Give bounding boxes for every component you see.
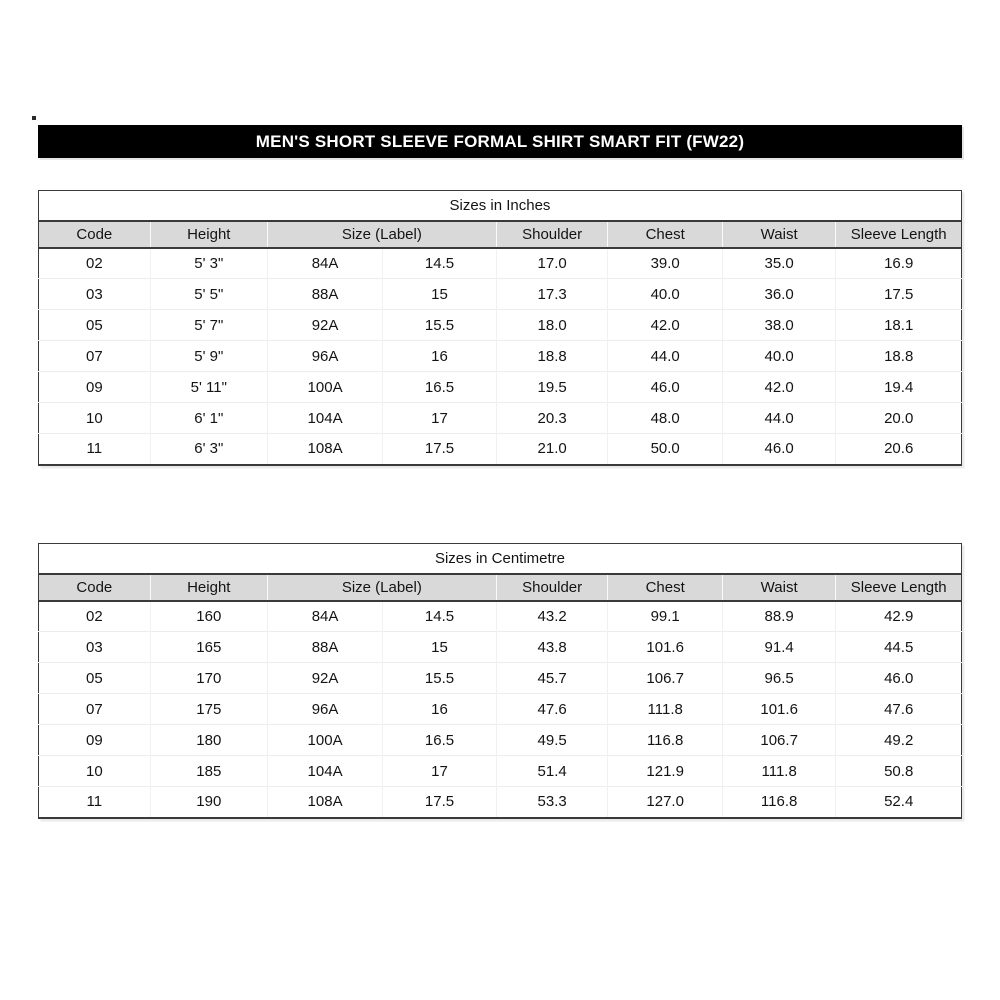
- table-row: [39, 756, 962, 787]
- table-cell: 96A: [267, 694, 382, 725]
- table-row: [39, 248, 962, 279]
- table-cell: 07: [39, 341, 151, 372]
- table-cell: 09: [39, 725, 151, 756]
- table-cell: 16: [383, 694, 497, 725]
- table-cell: 116.8: [722, 787, 836, 818]
- table-row: [39, 341, 962, 372]
- ink-speck: [32, 116, 36, 120]
- table-cell: 47.6: [836, 694, 962, 725]
- table-cell: 19.4: [836, 372, 962, 403]
- table-title: Sizes in Centimetre: [39, 544, 962, 574]
- table-cell: 10: [39, 756, 151, 787]
- table-cell: 17.0: [496, 248, 608, 279]
- col-header-height: Height: [150, 574, 267, 601]
- table-cell: 16: [383, 341, 497, 372]
- col-header-code: Code: [39, 574, 151, 601]
- table-cell: 42.9: [836, 601, 962, 632]
- table-cell: 101.6: [722, 694, 836, 725]
- table-cell: 44.0: [608, 341, 722, 372]
- table-cell: 52.4: [836, 787, 962, 818]
- table-title-row: [39, 544, 962, 574]
- table-cell: 15: [383, 632, 497, 663]
- table-cell: 20.3: [496, 403, 608, 434]
- table-cell: 106.7: [608, 663, 722, 694]
- table-cell: 104A: [267, 756, 382, 787]
- table-cell: 15.5: [383, 310, 497, 341]
- table-cell: 127.0: [608, 787, 722, 818]
- table-cell: 11: [39, 787, 151, 818]
- table-cell: 96A: [267, 341, 382, 372]
- table-cell: 35.0: [722, 248, 836, 279]
- table-cell: 18.8: [836, 341, 962, 372]
- table-cell: 48.0: [608, 403, 722, 434]
- table-cell: 17: [383, 756, 497, 787]
- table-title: Sizes in Inches: [39, 191, 962, 221]
- table-cell: 106.7: [722, 725, 836, 756]
- col-header-height: Height: [150, 221, 267, 248]
- table-row: [39, 310, 962, 341]
- col-header-shoulder: Shoulder: [496, 221, 608, 248]
- table-cell: 185: [150, 756, 267, 787]
- sizes-in-inches-table: [38, 190, 962, 466]
- table-cell: 14.5: [383, 601, 497, 632]
- table-cell: 100A: [267, 372, 382, 403]
- table-cell: 17.5: [383, 434, 497, 465]
- table-body: [39, 248, 962, 465]
- table-cell: 05: [39, 310, 151, 341]
- table-cell: 88A: [267, 632, 382, 663]
- table-cell: 10: [39, 403, 151, 434]
- col-header-chest: Chest: [608, 574, 722, 601]
- table-cell: 20.6: [836, 434, 962, 465]
- col-header-waist: Waist: [722, 221, 836, 248]
- product-title-banner: [38, 125, 962, 158]
- table-cell: 170: [150, 663, 267, 694]
- table-cell: 46.0: [608, 372, 722, 403]
- table-cell: 49.2: [836, 725, 962, 756]
- table-cell: 14.5: [383, 248, 497, 279]
- table-cell: 111.8: [608, 694, 722, 725]
- table-cell: 11: [39, 434, 151, 465]
- table-cell: 5' 5": [150, 279, 267, 310]
- table-cell: 02: [85, 254, 103, 272]
- table-cell: 39.0: [608, 248, 722, 279]
- table-cell: 92A: [267, 663, 382, 694]
- col-header-sleeve-length: Sleeve Length: [836, 574, 962, 601]
- table-cell: 111.8: [722, 756, 836, 787]
- table-cell: 50.8: [836, 756, 962, 787]
- table-cell: 15.5: [383, 663, 497, 694]
- table-cell: 190: [150, 787, 267, 818]
- table-cell: 165: [150, 632, 267, 663]
- table-cell: 104A: [267, 403, 382, 434]
- table-cell: 116.8: [608, 725, 722, 756]
- table-cell: 84A: [267, 601, 382, 632]
- table-cell: 49.5: [496, 725, 608, 756]
- table-cell: 16.9: [836, 248, 962, 279]
- col-header-sleeve-length: Sleeve Length: [836, 221, 962, 248]
- table-row: [39, 725, 962, 756]
- table-cell: 16.5: [383, 372, 497, 403]
- table-cell: 17.3: [496, 279, 608, 310]
- table-cell: 02: [85, 607, 103, 625]
- col-header-chest: Chest: [608, 221, 722, 248]
- table-cell: 42.0: [608, 310, 722, 341]
- table-row: [39, 601, 962, 632]
- table-cell: 40.0: [722, 341, 836, 372]
- table-cell: 18.1: [836, 310, 962, 341]
- table-row: [39, 694, 962, 725]
- table-cell: 09: [39, 372, 151, 403]
- table-cell: 51.4: [496, 756, 608, 787]
- col-header-size-label: Size (Label): [267, 574, 496, 601]
- table-cell: 40.0: [608, 279, 722, 310]
- table-row: [39, 279, 962, 310]
- table-cell: 18.8: [496, 341, 608, 372]
- table-cell: 21.0: [496, 434, 608, 465]
- table-cell: 16.5: [383, 725, 497, 756]
- table-cell: 17: [383, 403, 497, 434]
- table-cell: 03: [39, 279, 151, 310]
- table-cell: 43.2: [496, 601, 608, 632]
- table-cell: 88.9: [722, 601, 836, 632]
- product-title: MEN'S SHORT SLEEVE FORMAL SHIRT SMART FIT (FW22): [255, 131, 745, 151]
- table-cell: 38.0: [722, 310, 836, 341]
- table-cell: 17.5: [836, 279, 962, 310]
- table-cell: 46.0: [722, 434, 836, 465]
- table-cell: 44.5: [836, 632, 962, 663]
- table-cell: 6' 3": [150, 434, 267, 465]
- table-cell: 53.3: [496, 787, 608, 818]
- table-cell: 5' 3": [150, 248, 267, 279]
- table-cell: 180: [150, 725, 267, 756]
- table-cell: 108A: [267, 787, 382, 818]
- table-row: [39, 663, 962, 694]
- table-cell: 44.0: [722, 403, 836, 434]
- table-cell: 18.0: [496, 310, 608, 341]
- table-cell: 101.6: [608, 632, 722, 663]
- table-cell: 160: [150, 601, 267, 632]
- table-cell: 07: [39, 694, 151, 725]
- table-cell: 05: [39, 663, 151, 694]
- table-cell: 50.0: [608, 434, 722, 465]
- table-cell: 45.7: [496, 663, 608, 694]
- col-header-waist: Waist: [722, 574, 836, 601]
- table-cell: 175: [150, 694, 267, 725]
- table-row: [39, 372, 962, 403]
- col-header-size-label: Size (Label): [267, 221, 496, 248]
- table-cell: 5' 11": [150, 372, 267, 403]
- table-cell: 42.0: [722, 372, 836, 403]
- table-cell: 46.0: [836, 663, 962, 694]
- sizes-in-centimetre-table: [38, 543, 962, 819]
- table-header-row: [39, 221, 962, 248]
- table-cell: 91.4: [722, 632, 836, 663]
- table-row: [39, 632, 962, 663]
- table-cell: 6' 1": [150, 403, 267, 434]
- table-cell: 17.5: [383, 787, 497, 818]
- table-cell: 121.9: [608, 756, 722, 787]
- table-row: [39, 403, 962, 434]
- table-cell: 108A: [267, 434, 382, 465]
- table-cell: 03: [39, 632, 151, 663]
- table-body: [39, 601, 962, 818]
- table-cell: 92A: [267, 310, 382, 341]
- table-cell: 5' 9": [150, 341, 267, 372]
- table-cell: 47.6: [496, 694, 608, 725]
- table-cell: 15: [383, 279, 497, 310]
- table-cell: 88A: [267, 279, 382, 310]
- table-title-row: [39, 191, 962, 221]
- table-cell: 96.5: [722, 663, 836, 694]
- table-cell: 99.1: [608, 601, 722, 632]
- table-row: [39, 787, 962, 818]
- table-cell: 5' 7": [150, 310, 267, 341]
- table-row: [39, 434, 962, 465]
- table-cell: 36.0: [722, 279, 836, 310]
- col-header-shoulder: Shoulder: [496, 574, 608, 601]
- table-cell: 20.0: [836, 403, 962, 434]
- table-cell: 100A: [267, 725, 382, 756]
- col-header-code: Code: [39, 221, 151, 248]
- table-header-row: [39, 574, 962, 601]
- table-cell: 19.5: [496, 372, 608, 403]
- table-cell: 43.8: [496, 632, 608, 663]
- table-cell: 84A: [267, 248, 382, 279]
